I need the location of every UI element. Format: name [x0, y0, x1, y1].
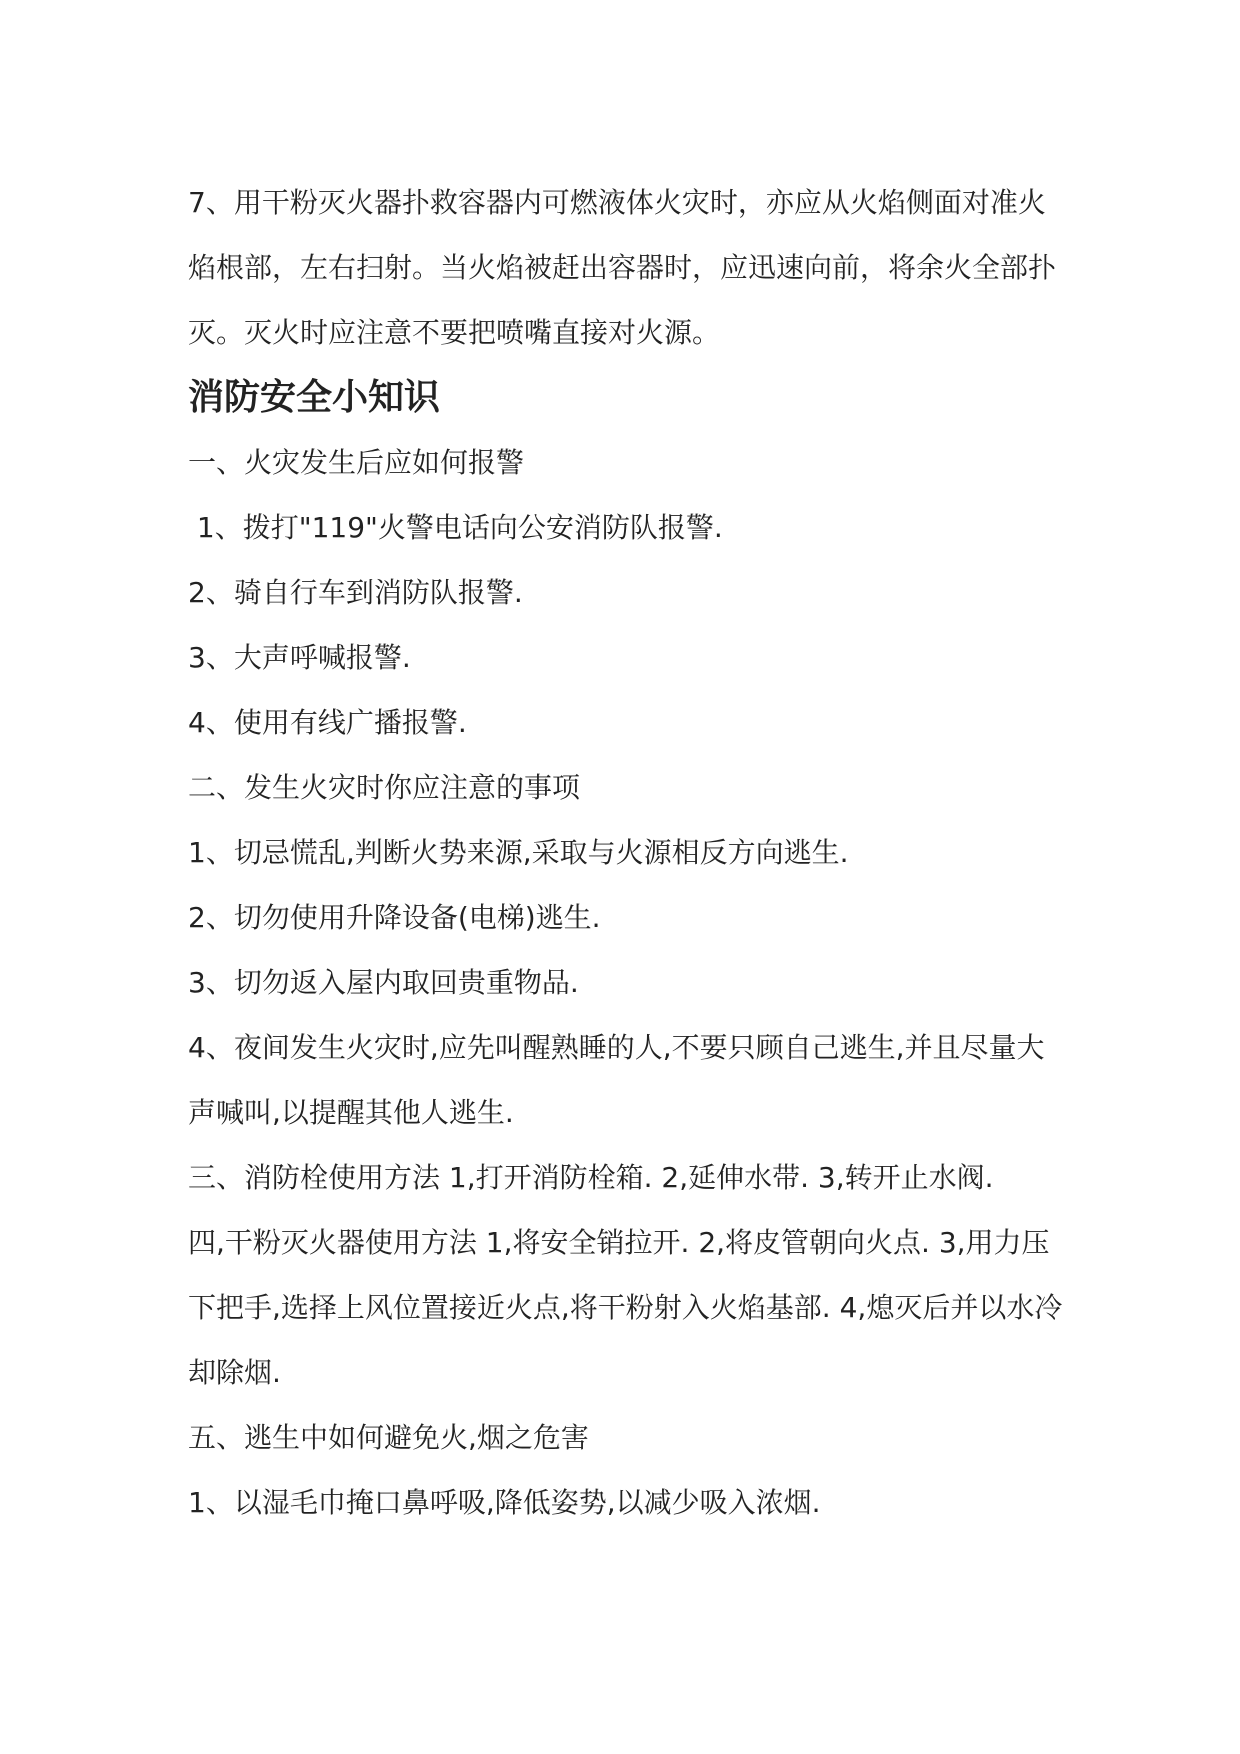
precaution-item-2: 2、切勿使用升降设备(电梯)逃生. [188, 901, 601, 934]
alarm-item-4: 4、使用有线广播报警. [188, 706, 467, 739]
escape-heading: 五、逃生中如何避免火,烟之危害 [188, 1421, 589, 1454]
precaution-item-1: 1、切忌慌乱,判断火势来源,采取与火源相反方向逃生. [188, 836, 849, 869]
alarm-item-3: 3、大声呼喊报警. [188, 641, 411, 674]
hydrant-usage-paragraph: 三、消防栓使用方法 1,打开消防栓箱. 2,延伸水带. 3,转开止水阀. [188, 1161, 994, 1194]
precaution-item-3: 3、切勿返入屋内取回贵重物品. [188, 966, 579, 999]
fire-precautions-heading: 二、发生火灾时你应注意的事项 [188, 771, 581, 804]
document-page [188, 170, 1068, 1535]
alarm-item-2: 2、骑自行车到消防队报警. [188, 576, 523, 609]
extinguisher-usage-paragraph: 四,干粉灭火器使用方法 1,将安全销拉开. 2,将皮管朝向火点. 3,用力压下把手,选择上风位置接近火点,将干粉射入火焰基部. 4,熄灭后并以水冷却除烟. [188, 1226, 1063, 1389]
section-title: 消防安全小知识 [188, 376, 441, 418]
extinguisher-liquid-fire-paragraph: 7、用干粉灭火器扑救容器内可燃液体火灾时，亦应从火焰侧面对准火焰根部，左右扫射。当火焰被赶出容器时，应迅速向前，将余火全部扑灭。灭火时应注意不要把喷嘴直接对火源。 [188, 186, 1057, 349]
escape-item-1: 1、以湿毛巾掩口鼻呼吸,降低姿势,以减少吸入浓烟. [188, 1486, 821, 1519]
alarm-heading: 一、火灾发生后应如何报警 [188, 446, 525, 479]
precaution-item-4: 4、夜间发生火灾时,应先叫醒熟睡的人,不要只顾自己逃生,并且尽量大声喊叫,以提醒其他人逃生. [188, 1031, 1045, 1129]
alarm-item-1: 1、拨打"119"火警电话向公安消防队报警. [188, 511, 723, 544]
